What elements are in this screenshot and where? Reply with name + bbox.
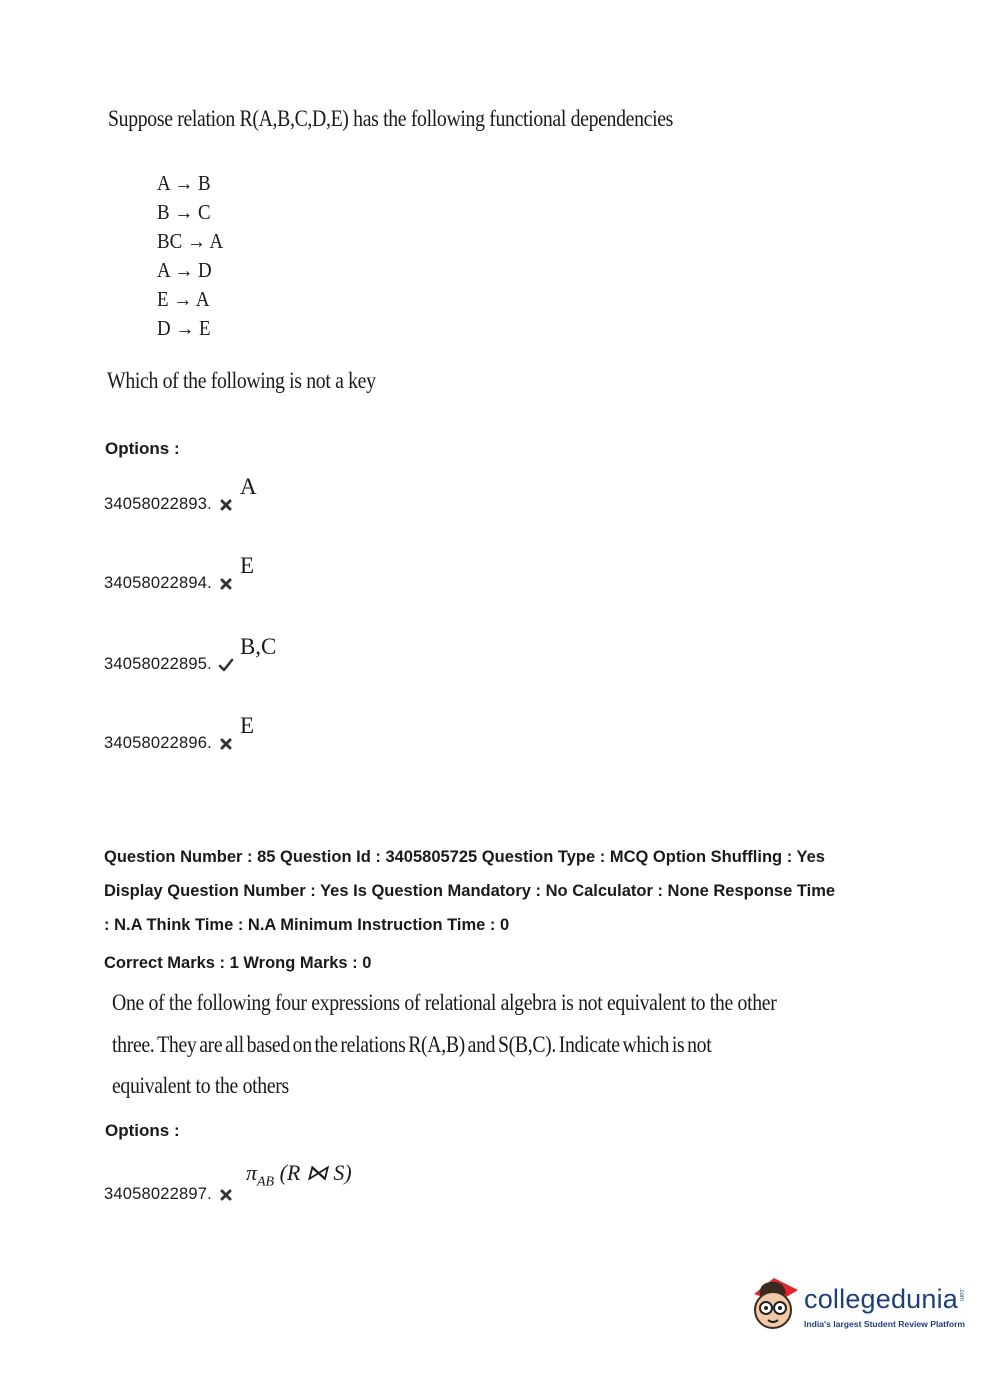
- question-word: three.: [112, 1032, 155, 1057]
- option-value: B,C: [239, 634, 277, 659]
- question-word: and: [467, 1032, 496, 1057]
- question-word: is: [671, 1032, 685, 1057]
- meta-line: Display Question Number : Yes Is Question Mandatory : No Calculator : None Response Time: [104, 882, 836, 900]
- option-row: [104, 1160, 352, 1204]
- functional-dependency: A → D: [157, 258, 212, 282]
- functional-dependency: BC → A: [157, 229, 224, 253]
- wrong-mark-icon: [218, 576, 234, 592]
- functional-dependency: E → A: [157, 287, 210, 311]
- functional-dependency: D → E: [157, 316, 211, 340]
- option-id: 34058022894.: [104, 574, 212, 592]
- question-intro: Suppose relation R(A,B,C,D,E) has the following functional dependencies: [108, 106, 674, 131]
- projection-symbol: π: [245, 1160, 257, 1185]
- options-label: Options :: [105, 1121, 180, 1140]
- check-mark-icon: [218, 657, 234, 673]
- question-word: the: [314, 1032, 338, 1057]
- option-value: E: [239, 713, 254, 738]
- option-row: [104, 634, 277, 674]
- option-row: [104, 474, 257, 514]
- brand-com: .com: [958, 1288, 964, 1302]
- question-word: are: [199, 1032, 223, 1057]
- question-word: on: [292, 1032, 312, 1057]
- option-row: [104, 713, 254, 753]
- functional-dependency: B → C: [157, 200, 211, 224]
- question-word: based: [246, 1032, 290, 1057]
- wrong-mark-icon: [218, 1187, 234, 1203]
- wrong-mark-icon: [218, 736, 234, 752]
- option-id: 34058022893.: [104, 495, 212, 513]
- projection-subscript: AB: [256, 1174, 275, 1190]
- option-id: 34058022897.: [104, 1185, 212, 1204]
- option-value: A: [239, 474, 257, 499]
- question-word: They: [157, 1032, 197, 1057]
- question-word: which: [622, 1032, 670, 1057]
- expression-body: (R ⋈ S): [279, 1160, 352, 1185]
- wrong-mark-icon: [218, 497, 234, 513]
- question-meta: [104, 840, 904, 942]
- question-word: Indicate: [558, 1032, 620, 1057]
- option-row: [104, 553, 254, 593]
- relational-expression: [246, 1160, 352, 1190]
- functional-dependency: A → B: [157, 171, 211, 195]
- options-label: Options :: [105, 439, 180, 458]
- question-text-line: One of the following four expressions of relational algebra is not equivalent to the other: [112, 990, 777, 1015]
- question-text-line: equivalent to the others: [112, 1073, 289, 1098]
- option-value: E: [239, 553, 254, 578]
- option-id: 34058022896.: [104, 734, 212, 752]
- brand-name: collegedunia: [804, 1284, 959, 1314]
- question-word: all: [225, 1032, 244, 1057]
- question-text-line: [112, 1032, 711, 1058]
- meta-line: Question Number : 85 Question Id : 3405805725 Question Type : MCQ Option Shuffling : Yes: [104, 848, 825, 866]
- question-prompt: Which of the following is not a key: [107, 368, 376, 393]
- collegedunia-logo: [744, 1272, 966, 1338]
- brand-tagline: India's largest Student Review Platform: [804, 1319, 966, 1329]
- question-word: not: [687, 1032, 712, 1057]
- question-word: relations: [340, 1032, 406, 1057]
- marks-info: Correct Marks : 1 Wrong Marks : 0: [104, 954, 372, 972]
- question-word: R(A,B): [408, 1032, 465, 1057]
- meta-line: : N.A Think Time : N.A Minimum Instruction Time : 0: [104, 916, 510, 934]
- mascot-icon: [744, 1272, 802, 1338]
- question-word: S(B,C).: [497, 1032, 557, 1057]
- option-id: 34058022895.: [104, 655, 212, 673]
